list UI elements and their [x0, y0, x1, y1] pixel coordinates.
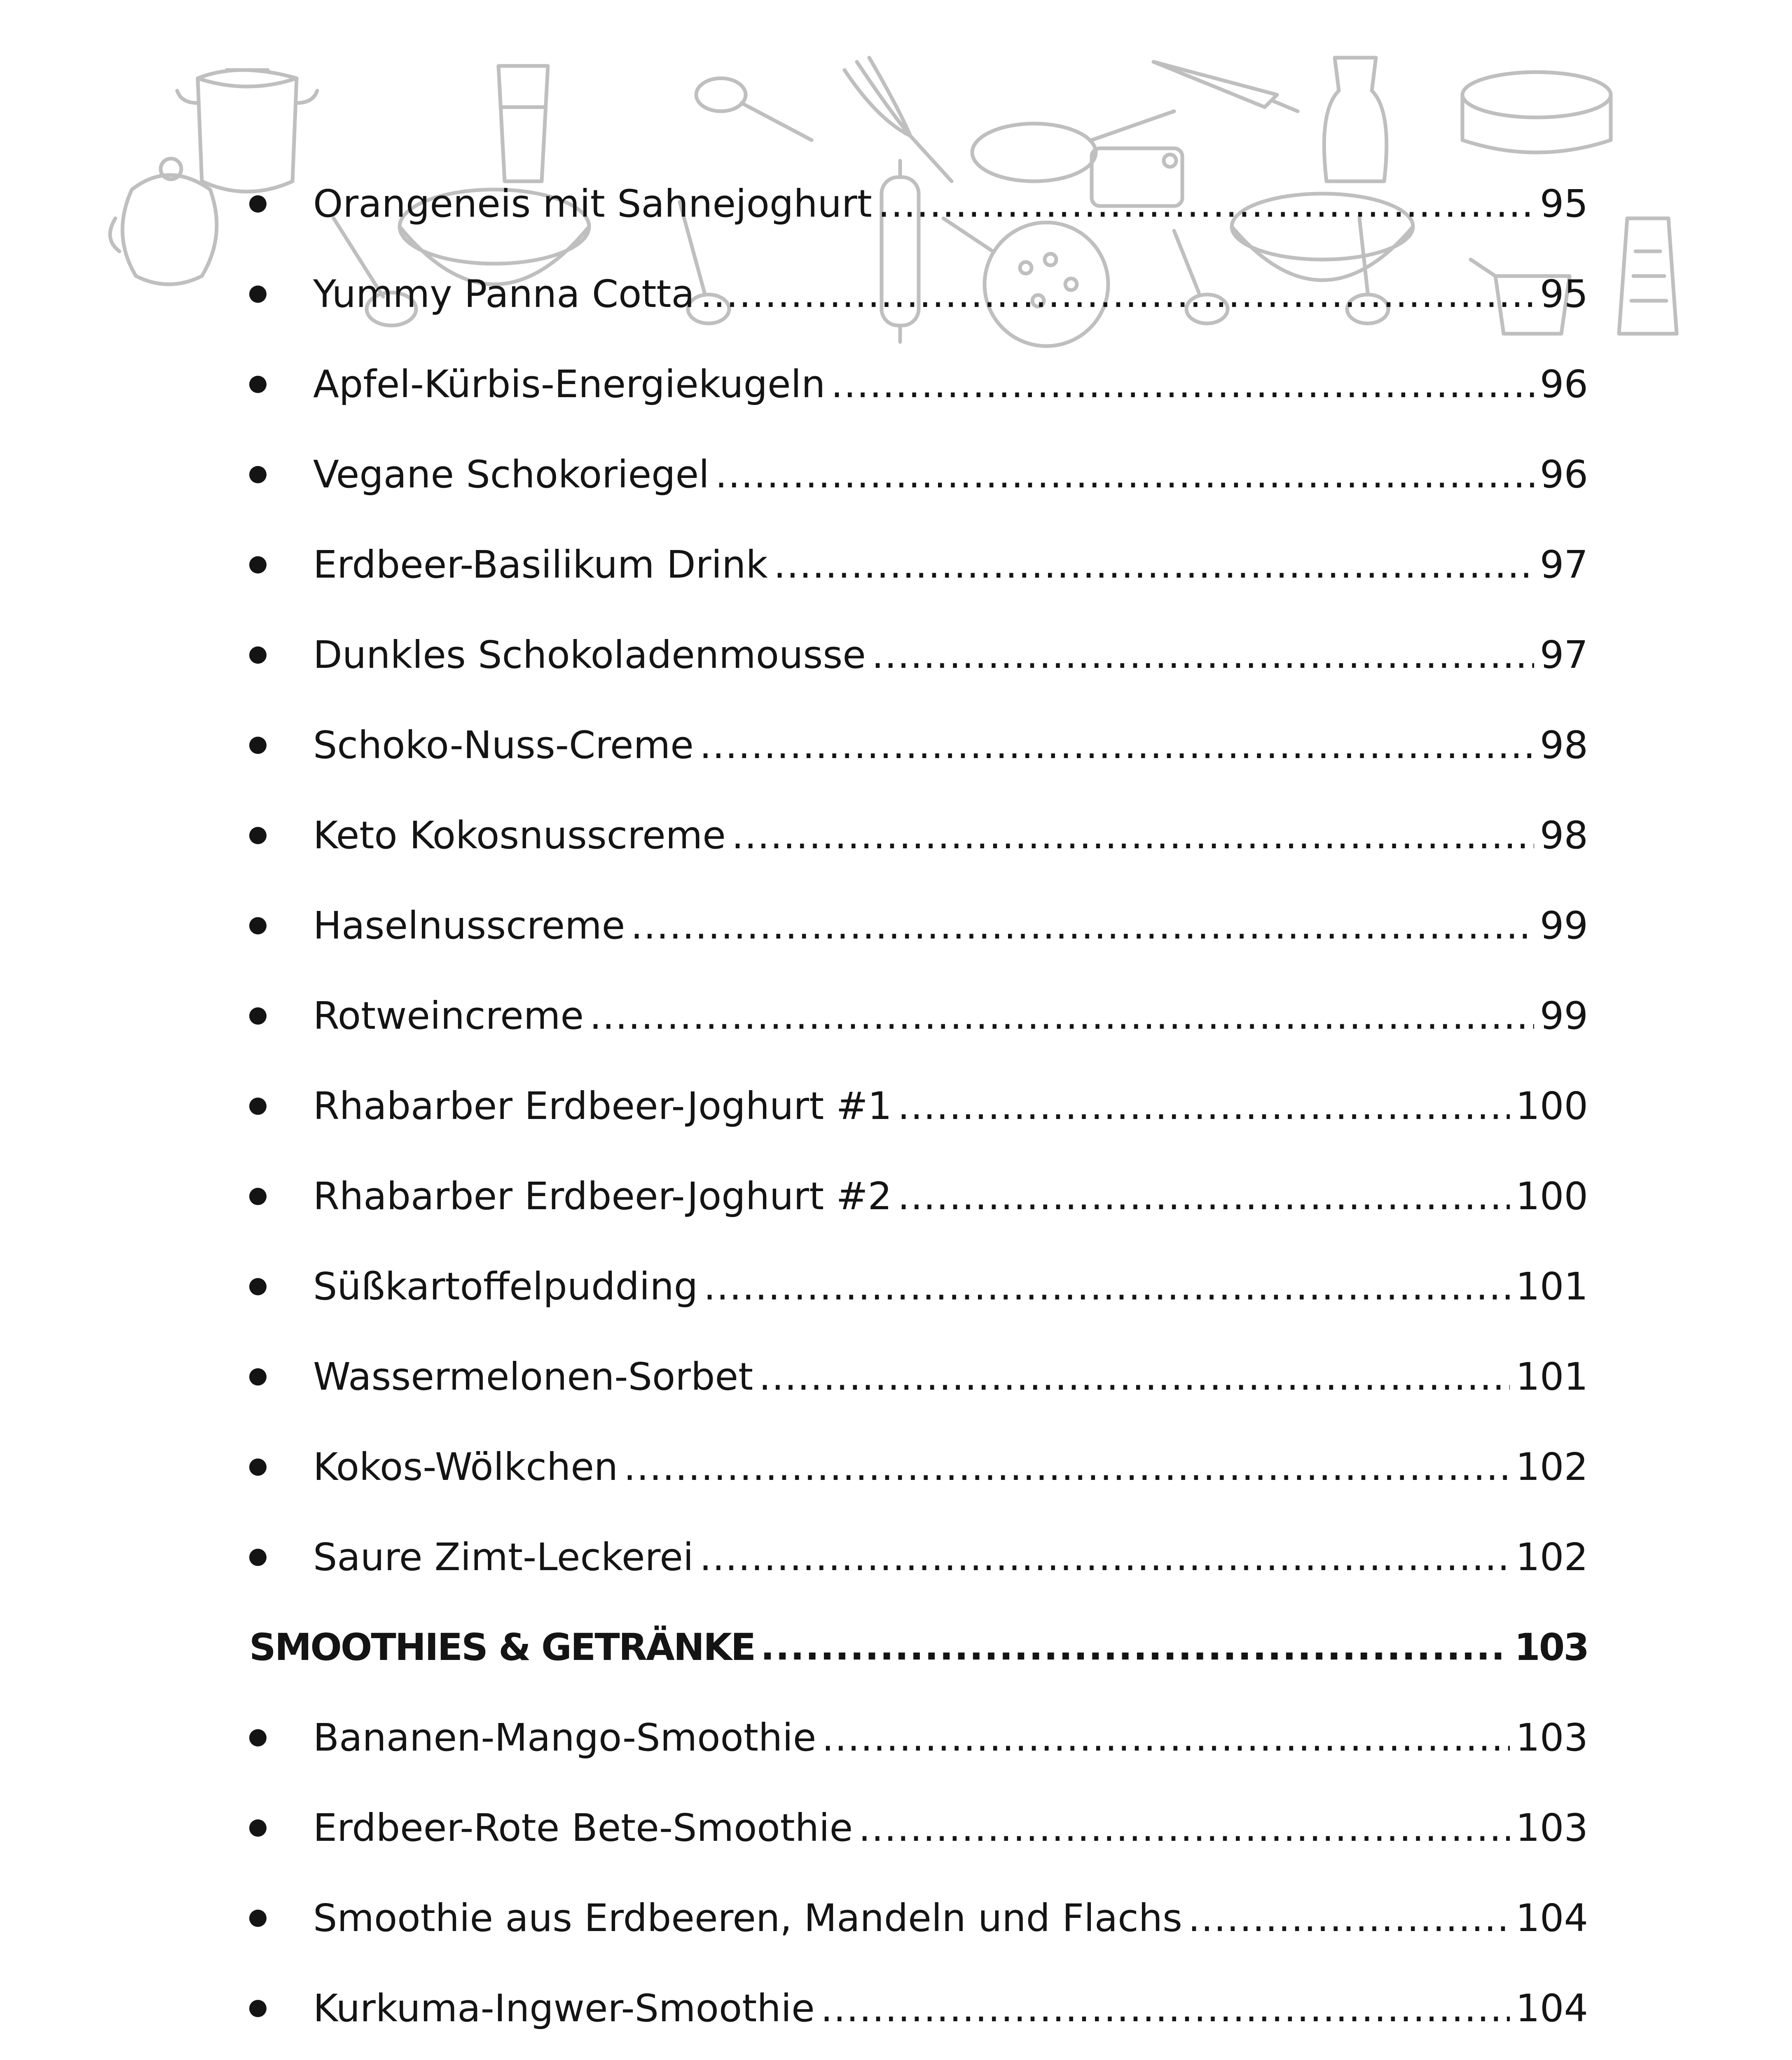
bullet-icon: [249, 1910, 267, 1927]
toc-entry-title: Yummy Panna Cotta: [313, 272, 695, 316]
toc-entry-title: Kurkuma-Ingwer-Smoothie: [313, 1986, 815, 2030]
toc-entry-title: Erdbeer-Rote Bete-Smoothie: [313, 1805, 853, 1850]
dot-leader: [872, 636, 1534, 674]
bullet-icon: [249, 737, 267, 754]
dot-leader: [699, 1538, 1510, 1576]
dot-leader: [821, 1990, 1510, 2027]
spoon-icon: [696, 78, 812, 140]
toc-page-number: 97: [1539, 542, 1588, 587]
bullet-icon: [249, 1458, 267, 1476]
bullet-icon: [249, 917, 267, 934]
toc-entry-title: Dunkles Schokoladenmousse: [313, 632, 866, 677]
toc-entry[interactable]: [249, 1783, 1588, 1873]
toc-entry-title: Vegane Schokoriegel: [313, 452, 709, 496]
toc-entry[interactable]: [249, 1963, 1588, 2053]
toc-entry[interactable]: [249, 1512, 1588, 1602]
toc-entry[interactable]: [249, 1692, 1588, 1783]
toc-entry-title: Saure Zimt-Leckerei: [313, 1535, 694, 1579]
toc-entry[interactable]: [249, 2053, 1588, 2060]
toc-entry-title: Erdbeer-Basilikum Drink: [313, 542, 768, 587]
toc-entry[interactable]: [249, 880, 1588, 971]
toc-page-number: 95: [1539, 181, 1588, 226]
toc-entry[interactable]: [249, 971, 1588, 1061]
toc-page-number: 98: [1539, 813, 1588, 857]
bullet-icon: [249, 376, 267, 393]
toc-page-number: 97: [1539, 632, 1588, 677]
toc-page-number: 102: [1516, 1535, 1588, 1579]
toc-entry[interactable]: [249, 249, 1588, 339]
dot-leader: [859, 1809, 1510, 1847]
toc-page-number: 100: [1516, 1084, 1588, 1128]
toc-page-number: 95: [1539, 272, 1588, 316]
toc-entry[interactable]: [249, 1241, 1588, 1332]
toc-entry-title: Keto Kokosnusscreme: [313, 813, 726, 857]
toc-page-number: 102: [1516, 1444, 1588, 1489]
bullet-icon: [249, 195, 267, 213]
bullet-icon: [249, 1188, 267, 1205]
grater-icon: [1619, 218, 1677, 334]
toc-entry[interactable]: [249, 1422, 1588, 1512]
dot-leader: [822, 1719, 1510, 1757]
dot-leader: [715, 456, 1534, 494]
toc-entry[interactable]: [249, 520, 1588, 610]
toc-page-number: 99: [1539, 993, 1588, 1038]
dot-leader: [878, 185, 1534, 223]
bullet-icon: [249, 1549, 267, 1566]
dot-leader: [631, 907, 1534, 945]
bullet-icon: [249, 1819, 267, 1837]
toc-section-heading[interactable]: [249, 1602, 1588, 1692]
toc-page-number: 104: [1516, 1986, 1588, 2030]
bullet-icon: [249, 1368, 267, 1386]
toc-page-number: 103: [1516, 1715, 1588, 1760]
dot-leader: [1188, 1899, 1510, 1937]
toc-entry-title: SMOOTHIES & GETRÄNKE: [249, 1625, 755, 1669]
dot-leader: [898, 1087, 1510, 1125]
toc-page-number: 99: [1539, 903, 1588, 948]
toc-page-number: 98: [1539, 723, 1588, 767]
dot-leader: [759, 1358, 1510, 1396]
toc-entry[interactable]: [249, 1873, 1588, 1963]
toc-entry[interactable]: [249, 790, 1588, 880]
toc-entry[interactable]: [249, 1332, 1588, 1422]
knife-icon: [1153, 62, 1298, 111]
dot-leader: [831, 365, 1534, 403]
toc-page-number: 96: [1539, 452, 1588, 496]
toc-entry[interactable]: [249, 700, 1588, 790]
toc-entry-title: Rhabarber Erdbeer-Joghurt #1: [313, 1084, 892, 1128]
toc-page-number: 100: [1516, 1174, 1588, 1218]
bullet-icon: [249, 1007, 267, 1025]
bullet-icon: [249, 1729, 267, 1746]
toc-entry-title: Rotweincreme: [313, 993, 584, 1038]
toc-entry[interactable]: [249, 610, 1588, 700]
toc-page-number: 101: [1516, 1264, 1588, 1309]
toc-entry-title: Süßkartoffelpudding: [313, 1264, 698, 1309]
dot-leader: [590, 997, 1534, 1035]
dot-leader: [760, 1629, 1509, 1667]
bullet-icon: [249, 1278, 267, 1295]
toc-entry-title: Schoko-Nuss-Creme: [313, 723, 694, 767]
cake-tin-icon: [1462, 72, 1611, 152]
toc-page-number: 103: [1514, 1625, 1588, 1669]
dot-leader: [699, 726, 1534, 764]
dot-leader: [700, 275, 1534, 313]
dot-leader: [774, 546, 1534, 584]
toc-entry[interactable]: [249, 339, 1588, 429]
dot-leader: [704, 1268, 1510, 1306]
toc-entry[interactable]: [249, 159, 1588, 249]
bullet-icon: [249, 286, 267, 303]
toc-entry-title: Smoothie aus Erdbeeren, Mandeln und Flachs: [313, 1896, 1182, 1940]
toc-entry-title: Wassermelonen-Sorbet: [313, 1354, 753, 1399]
bullet-icon: [249, 646, 267, 664]
dot-leader: [624, 1448, 1510, 1486]
toc-entry-title: Bananen-Mango-Smoothie: [313, 1715, 816, 1760]
toc-entry-title: Rhabarber Erdbeer-Joghurt #2: [313, 1174, 892, 1218]
table-of-contents: [249, 159, 1588, 2060]
toc-entry-title: Apfel-Kürbis-Energiekugeln: [313, 362, 826, 406]
toc-page-number: 96: [1539, 362, 1588, 406]
toc-page-number: 101: [1516, 1354, 1588, 1399]
toc-entry-title: Orangeneis mit Sahnejoghurt: [313, 181, 872, 226]
dot-leader: [732, 817, 1534, 854]
bullet-icon: [249, 827, 267, 844]
toc-page-number: 103: [1516, 1805, 1588, 1850]
bullet-icon: [249, 2000, 267, 2017]
toc-entry[interactable]: [249, 1061, 1588, 1151]
bullet-icon: [249, 1098, 267, 1115]
toc-entry-title: Kokos-Wölkchen: [313, 1444, 618, 1489]
toc-entry-title: Haselnusscreme: [313, 903, 625, 948]
bullet-icon: [249, 556, 267, 574]
toc-entry[interactable]: [249, 429, 1588, 520]
toc-page-number: 104: [1516, 1896, 1588, 1940]
bullet-icon: [249, 466, 267, 483]
dot-leader: [898, 1177, 1510, 1215]
toc-entry[interactable]: [249, 1151, 1588, 1241]
